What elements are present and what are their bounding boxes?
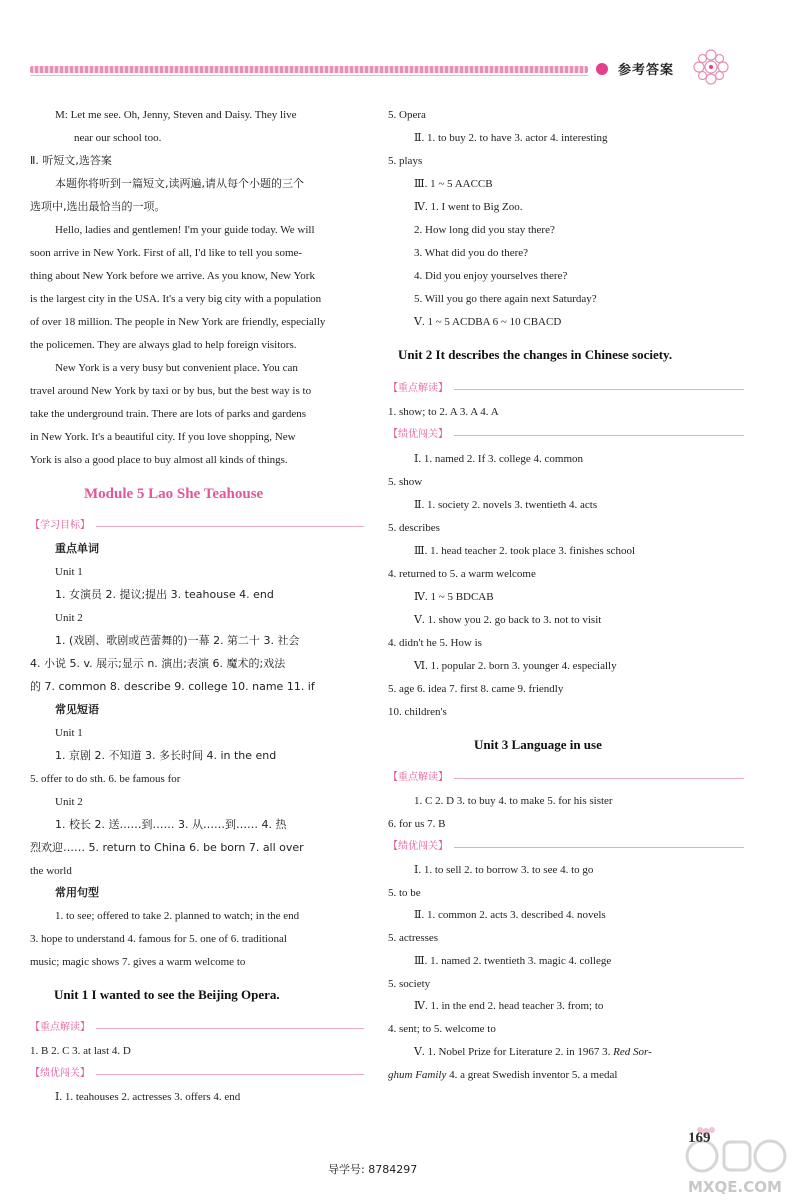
book-title-italic: Red Sor- xyxy=(613,1046,652,1058)
dialogue-line: near our school too. xyxy=(74,132,162,144)
answer-line: Ⅳ. 1 ~ 5 BDCAB xyxy=(414,591,494,603)
passage-line: the policemen. They are always glad to help foreign visitors. xyxy=(30,339,297,351)
answer-line: the world xyxy=(30,865,72,877)
tag-learning-goals: 【学习目标】 xyxy=(30,520,90,531)
answer-line: Ⅴ. 1. show you 2. go back to 3. not to visit xyxy=(414,614,602,626)
answer-line: 4. Did you enjoy yourselves there? xyxy=(414,270,568,282)
answer-line: 1. show; to 2. A 3. A 4. A xyxy=(388,406,499,418)
answer-line: Ⅳ. 1. in the end 2. head teacher 3. from; to xyxy=(414,1000,604,1012)
divider xyxy=(96,526,364,527)
instruction-line: 本题你将听到一篇短文,读两遍,请从每个小题的三个 xyxy=(55,177,304,190)
unit-label: Unit 2 xyxy=(55,796,83,808)
subheading: 重点单词 xyxy=(55,542,99,555)
answer-line: Ⅰ. 1. named 2. If 3. college 4. common xyxy=(414,453,583,465)
answer-line: 5. describes xyxy=(388,522,440,534)
book-title-italic: ghum Family xyxy=(388,1069,447,1081)
answer-line: Ⅱ. 1. common 2. acts 3. described 4. novels xyxy=(414,909,606,921)
answer-text: Ⅴ. 1. Nobel Prize for Literature 2. in 1967 3. xyxy=(414,1046,614,1058)
answer-line: 1. (戏剧、歌剧或芭蕾舞的)一幕 2. 第二十 3. 社会 xyxy=(55,634,300,647)
passage-line: take the underground train. There are lots of parks and gardens xyxy=(30,408,307,420)
divider xyxy=(454,847,744,848)
dialogue-line: M: Let me see. Oh, Jenny, Steven and Daisy. They live xyxy=(55,109,297,121)
watermark-text: MXQE.COM xyxy=(688,1178,782,1196)
unit-title: Unit 2 It describes the changes in Chinese society. xyxy=(398,347,673,362)
tag-exercises: 【绩优闯关】 xyxy=(388,841,448,852)
answer-line: 5. actresses xyxy=(388,932,439,944)
header-dot xyxy=(596,63,608,75)
instruction-line: 选项中,选出最恰当的一项。 xyxy=(30,200,166,213)
answer-line: 烈欢迎…… 5. return to China 6. be born 7. all over xyxy=(30,841,304,854)
passage-line: York is also a good place to buy almost all kinds of things. xyxy=(30,454,288,466)
answer-line: Ⅰ. 1. to sell 2. to borrow 3. to see 4. to go xyxy=(414,864,594,876)
answer-line: 5. offer to do sth. 6. be famous for xyxy=(30,773,181,785)
answer-line: 1. C 2. D 3. to buy 4. to make 5. for his sister xyxy=(414,795,613,807)
passage-line: Hello, ladies and gentlemen! I'm your guide today. We will xyxy=(55,224,315,236)
answer-line: Ⅱ. 1. society 2. novels 3. twentieth 4. acts xyxy=(414,499,598,511)
answer-line: 5. show xyxy=(388,476,423,488)
answer-line: 1. 校长 2. 送……到…… 3. 从……到…… 4. 热 xyxy=(55,818,287,831)
divider xyxy=(96,1074,364,1075)
page-number: 169 xyxy=(688,1130,711,1146)
header-title: 参考答案 xyxy=(618,63,675,78)
answer-line: 1. 京剧 2. 不知道 3. 多长时间 4. in the end xyxy=(55,749,277,762)
unit-label: Unit 1 xyxy=(55,727,83,739)
answer-line: 5. society xyxy=(388,978,431,990)
answer-line: Ⅰ. 1. teahouses 2. actresses 3. offers 4. end xyxy=(55,1091,241,1103)
subheading: 常用句型 xyxy=(55,886,99,899)
answer-line: Ⅲ. 1. named 2. twentieth 3. magic 4. college xyxy=(414,955,612,967)
answer-line: Ⅲ. 1 ~ 5 AACCB xyxy=(414,178,493,190)
answer-line: 5. plays xyxy=(388,155,423,167)
divider xyxy=(454,435,744,436)
passage-line: thing about New York before we arrive. As you know, New York xyxy=(30,270,315,282)
answer-line: 1. to see; offered to take 2. planned to watch; in the end xyxy=(55,910,300,922)
tag-exercises: 【绩优闯关】 xyxy=(388,429,448,440)
answer-line: 4. 小说 5. v. 展示;显示 n. 演出;表演 6. 魔术的;戏法 xyxy=(30,657,286,670)
answer-line: 5. Opera xyxy=(388,109,426,121)
answer-line: 4. didn't he 5. How is xyxy=(388,637,482,649)
unit-title: Unit 3 Language in use xyxy=(474,737,602,752)
answer-line: Ⅳ. 1. I went to Big Zoo. xyxy=(414,201,523,213)
passage-line: in New York. It's a beautiful city. If you love shopping, New xyxy=(30,431,296,443)
answer-line: 4. sent; to 5. welcome to xyxy=(388,1023,496,1035)
passage-line: travel around New York by taxi or by bus, but the best way is to xyxy=(30,385,312,397)
unit-label: Unit 1 xyxy=(55,566,83,578)
tag-exercises: 【绩优闯关】 xyxy=(30,1068,90,1079)
subheading: 常见短语 xyxy=(55,703,99,716)
answer-line: 1. B 2. C 3. at last 4. D xyxy=(30,1045,131,1057)
unit-label: Unit 2 xyxy=(55,612,83,624)
unit-title: Unit 1 I wanted to see the Beijing Opera. xyxy=(54,987,280,1002)
tag-key-points: 【重点解读】 xyxy=(30,1022,90,1033)
answer-line: Ⅱ. 1. to buy 2. to have 3. actor 4. interesting xyxy=(414,132,608,144)
divider xyxy=(454,778,744,779)
answer-text: 4. a great Swedish inventor 5. a medal xyxy=(446,1069,618,1081)
section-heading: Ⅱ. 听短文,选答案 xyxy=(30,154,112,167)
answer-line: 3. What did you do there? xyxy=(414,247,529,259)
passage-line: of over 18 million. The people in New York are friendly, especially xyxy=(30,316,326,328)
guide-number: 导学号: 8784297 xyxy=(328,1163,418,1176)
answer-line: 10. children's xyxy=(388,706,447,718)
answer-line: 1. 女演员 2. 提议;提出 3. teahouse 4. end xyxy=(55,588,274,601)
answer-line: music; magic shows 7. gives a warm welcome to xyxy=(30,956,246,968)
answer-line: Ⅴ. 1 ~ 5 ACDBA 6 ~ 10 CBACD xyxy=(414,316,562,328)
header-rule xyxy=(30,66,588,73)
divider xyxy=(454,389,744,390)
answer-line: Ⅵ. 1. popular 2. born 3. younger 4. especially xyxy=(414,660,617,672)
answer-line xyxy=(414,1045,652,1059)
answer-line: 5. age 6. idea 7. first 8. came 9. friendly xyxy=(388,683,564,695)
passage-line: is the largest city in the USA. It's a very big city with a population xyxy=(30,293,322,305)
answer-line: 5. to be xyxy=(388,887,421,899)
divider xyxy=(96,1028,364,1029)
answer-line: 的 7. common 8. describe 9. college 10. name 11. if xyxy=(30,680,315,693)
tag-key-points: 【重点解读】 xyxy=(388,383,448,394)
tag-key-points: 【重点解读】 xyxy=(388,772,448,783)
header-rule-thin xyxy=(30,75,588,76)
answer-line: 5. Will you go there again next Saturday? xyxy=(414,293,597,305)
answer-line: 2. How long did you stay there? xyxy=(414,224,555,236)
answer-line: 3. hope to understand 4. famous for 5. one of 6. traditional xyxy=(30,933,287,945)
answer-line: 4. returned to 5. a warm welcome xyxy=(388,568,536,580)
passage-line: New York is a very busy but convenient place. You can xyxy=(55,362,298,374)
passage-line: soon arrive in New York. First of all, I'd like to tell you some- xyxy=(30,247,303,259)
answer-line: 6. for us 7. B xyxy=(388,818,446,830)
answer-line xyxy=(388,1068,617,1082)
module-title: Module 5 Lao She Teahouse xyxy=(84,486,264,502)
answer-line: Ⅲ. 1. head teacher 2. took place 3. finishes school xyxy=(414,545,636,557)
flower-ornament-icon xyxy=(690,46,732,88)
